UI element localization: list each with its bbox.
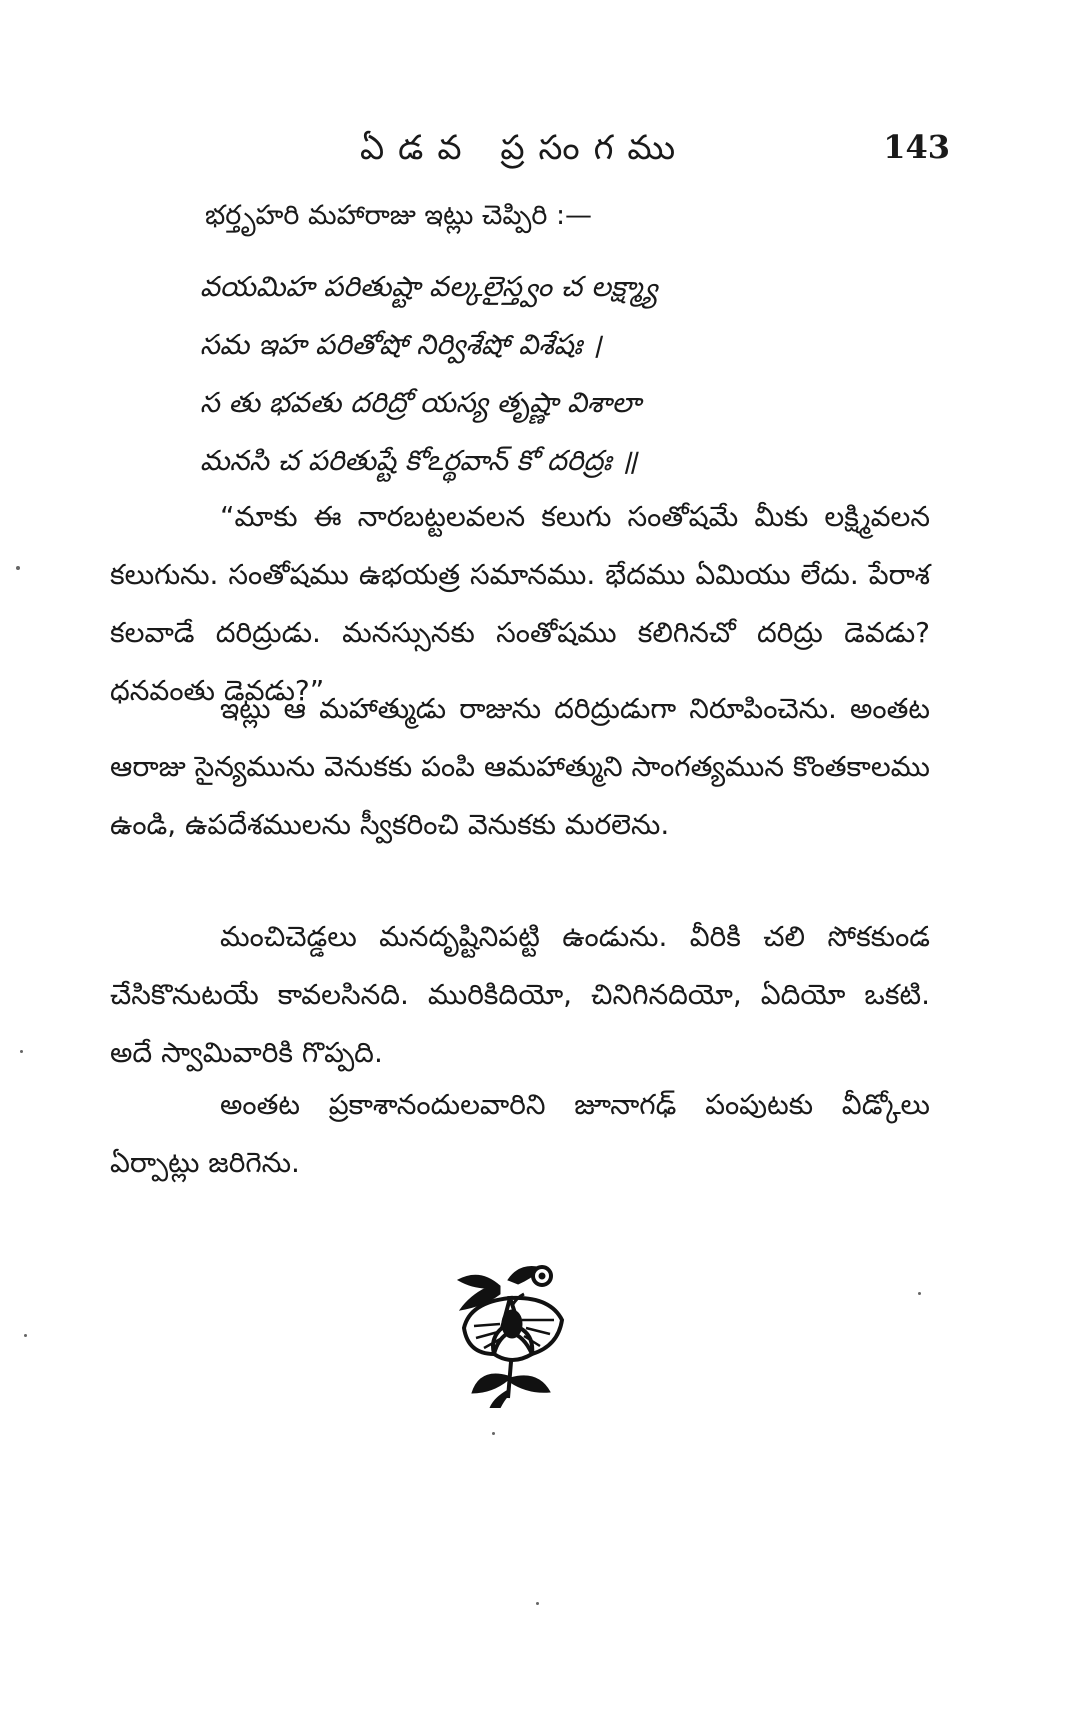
running-head — [150, 128, 950, 178]
scan-speck — [492, 1432, 495, 1435]
verse-line: సమ ఇహ పరితోషో నిర్విశేషో విశేషః । — [200, 328, 602, 361]
intro-line: భర్తృహరి మహారాజు ఇట్లు చెప్పిరి :— — [205, 200, 593, 231]
scan-speck — [20, 1050, 23, 1053]
paragraph-farewell: అంతట ప్రకాశానందులవారిని జూనాగఢ్ పంపుటకు వీడ్కోలు ఏర్పాట్లు జరిగెను. — [110, 1088, 930, 1179]
sanskrit-verse — [200, 258, 900, 490]
verse-line: స తు భవతు దరిద్రో యస్య తృష్ణా విశాలా — [200, 386, 642, 419]
paragraph-verse-meaning: “మాకు ఈ నారబట్టలవలన కలుగు సంతోషమే మీకు లక్ష్మివలన కలుగును. సంతోషము ఉభయత్ర సమానము. భేదము ఏమియు లేదు. పేరాశ కలవాడే దరిద్రుడు. మనస్సునకు సంతోషము కలిగినచో దరిద్రు డెవడు? ధనవంతు డెవడు?” — [110, 500, 930, 707]
scan-speck — [24, 1334, 27, 1337]
verse-line: మనసి చ పరితుష్టే కోఽర్థవాన్ కో దరిద్రః ॥ — [200, 444, 638, 477]
scan-speck — [918, 1292, 921, 1295]
flower-ornament-icon — [450, 1258, 570, 1408]
scan-speck — [536, 1602, 539, 1605]
page-number: 143 — [883, 128, 950, 166]
chapter-title: ఏడవ ప్రసంగము — [360, 128, 690, 168]
paragraph-king-departs: ఇట్లు ఆ మహాత్ముడు రాజును దరిద్రుడుగా నిరూపించెను. అంతట ఆరాజు సైన్యమును వెనుకకు పంపి ఆమహాత్ముని సాంగత్యమున కొంతకాలము ఉండి, ఉపదేశములను స్వీకరించి వెనుకకు మరలెను. — [110, 692, 930, 841]
paragraph-good-and-bad: మంచిచెడ్డలు మనదృష్టినిపట్టి ఉండును. వీరికి చలి సోకకుండ చేసికొనుటయే కావలసినది. మురికిదియో, చినిగినదియో, ఏదియో ఒకటి. అదే స్వామివారికి గొప్పది. — [110, 920, 930, 1069]
verse-line: వయమిహ పరితుష్టా వల్కలైస్త్వం చ లక్ష్మ్యా — [200, 270, 658, 303]
scan-speck — [16, 566, 20, 570]
